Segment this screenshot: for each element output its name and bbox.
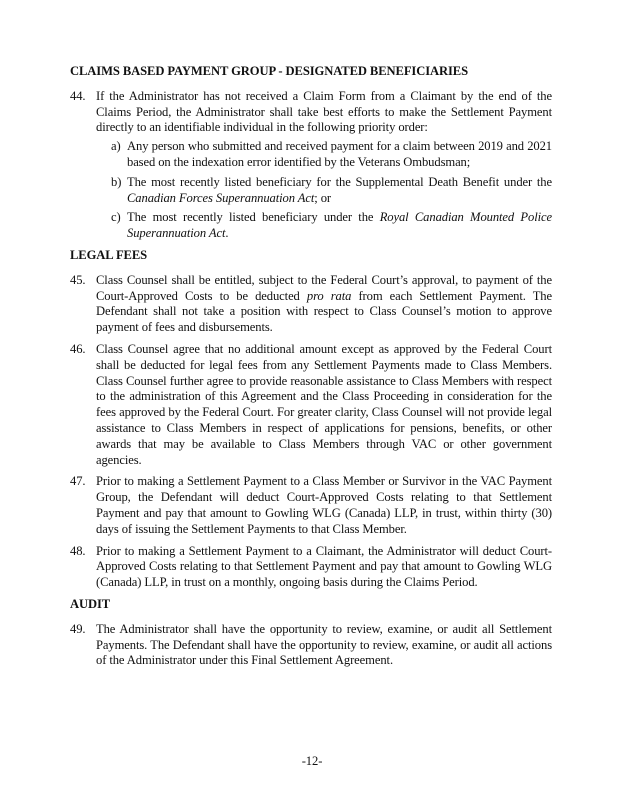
text-run: Class Counsel agree that no additional amount except as approved by the Federal Court shall be deducted for legal fees from any Settlement Payments made to Class Members. Class Counsel further agree to provide reasonable assistance to Class Members with respect to the administration of this Agreement and the Class Proceeding in consideration for the fees approved by the Federal Court. For greater clarity, Class Counsel will not provide legal assistance to Class Members in respect of applications for pensions, benefits, or other awards that may be available to Class Members through VAC or other government agencies. (96, 341, 552, 467)
text-run: pro rata (306, 288, 352, 303)
paragraph (70, 342, 552, 468)
page-number: -12- (301, 754, 323, 768)
list-marker: b) (111, 174, 122, 189)
section-heading: AUDIT (70, 596, 111, 611)
text-run: Prior to making a Settlement Payment to a Claimant, the Administrator will deduct Court-Approved Costs relating to that Settlement Payment and pay that amount to Gowling WLG (Canada) LLP, in trust on a monthly, ongoing basis during the Claims Period. (96, 543, 552, 590)
text-run: The most recently listed beneficiary under the (127, 210, 380, 225)
paragraph-number: 46. (70, 341, 86, 356)
list-item (111, 175, 552, 207)
paragraph-text (96, 544, 552, 591)
paragraph-text (96, 342, 552, 468)
text-run: The most recently listed beneficiary for the Supplemental Death Benefit under the (127, 174, 552, 189)
text-run: The Administrator shall have the opportunity to review, examine, or audit all Settlement Payments. The Defendant shall have the opportunity to review, examine, or audit all actions of the Administrator under this Final Settlement Agreement. (96, 621, 552, 668)
paragraph (70, 544, 552, 591)
paragraph-text (96, 89, 552, 136)
text-run: Class Counsel shall be entitled, subject to the Federal Court’s approval, to payment of the Court-Approved Costs to be deducted (96, 272, 552, 303)
text-run: from each Settlement Payment. The Defendant shall not take a position with respect to Class Counsel’s motion to approve payment of fees and disbursements. (96, 288, 552, 335)
paragraph (70, 474, 552, 537)
document-content (70, 64, 552, 675)
list-item (111, 139, 552, 171)
paragraph-number: 44. (70, 88, 86, 103)
text-run: Royal Canadian Mounted Police Superannuation Act (127, 210, 552, 241)
text-run: Any person who submitted and received payment for a claim between 2019 and 2021 based on the indexation error identified by the Veterans Ombudsman; (127, 139, 552, 169)
list-marker: a) (111, 139, 121, 154)
paragraph (70, 273, 552, 336)
paragraph-number: 48. (70, 543, 86, 558)
list-item-text (127, 139, 552, 171)
text-run: . (225, 226, 229, 241)
paragraph-number: 47. (70, 474, 86, 489)
text-run: Prior to making a Settlement Payment to a Class Member or Survivor in the VAC Payment Group, the Defendant will deduct Court-Approved Costs relating to that Settlement Payment and pay that amount to Gowling WLG (Canada) LLP, in trust, within thirty (30) days of issuing the Settlement Payments to that Class Member. (96, 474, 552, 536)
paragraph-number: 45. (70, 272, 86, 287)
section-heading: CLAIMS BASED PAYMENT GROUP - DESIGNATED BENEFICIARIES (70, 64, 469, 78)
list-item-text (127, 210, 552, 242)
text-run: If the Administrator has not received a Claim Form from a Claimant by the end of the Claims Period, the Administrator shall take best efforts to make the Settlement Payment directly to an identifiable individual in the following priority order: (96, 88, 552, 135)
list-item-text (127, 175, 552, 207)
paragraph-text (96, 622, 552, 669)
paragraph-text (96, 474, 552, 537)
paragraph-number: 49. (70, 621, 86, 636)
paragraph-text (96, 273, 552, 336)
list-marker: c) (111, 210, 121, 225)
section-heading: LEGAL FEES (70, 247, 148, 262)
list-item (111, 210, 552, 242)
text-run: ; or (314, 190, 331, 205)
paragraph (70, 89, 552, 136)
paragraph (70, 622, 552, 669)
text-run: Canadian Forces Superannuation Act (127, 190, 315, 205)
